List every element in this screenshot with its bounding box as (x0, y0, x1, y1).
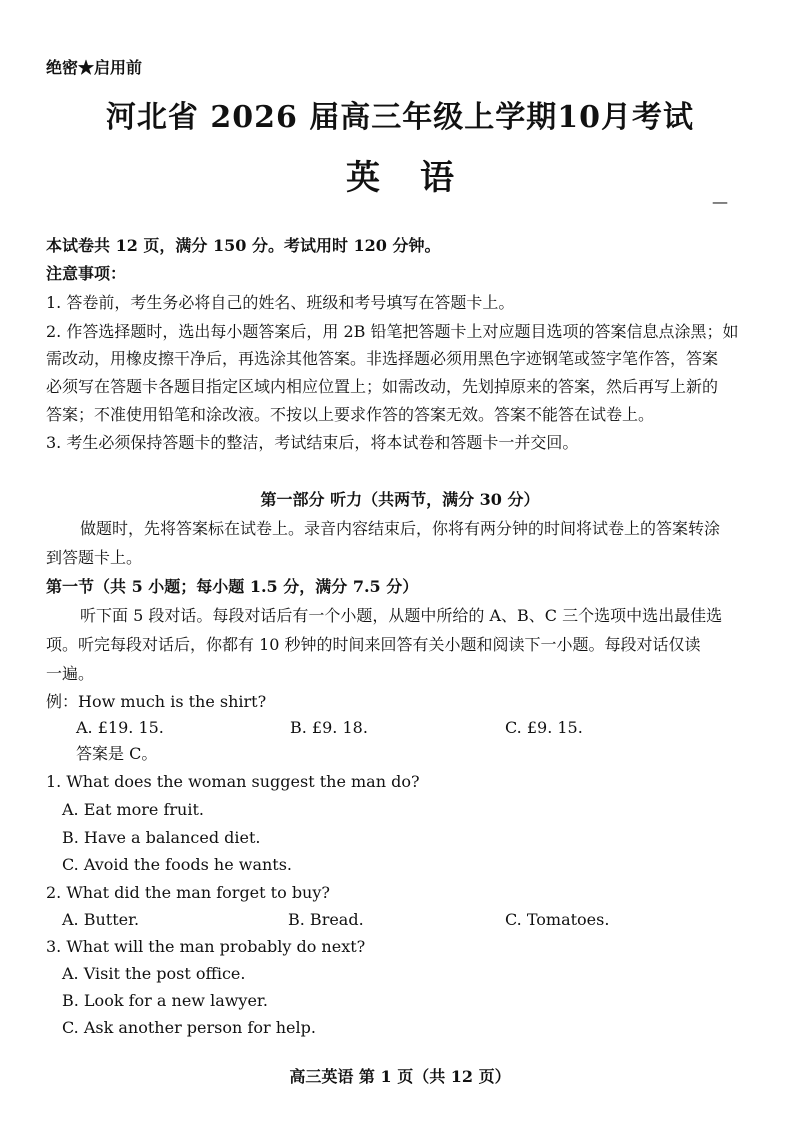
question-3-option-b: B. Look for a new lawyer. (62, 991, 268, 1010)
dash-mark: — (712, 192, 728, 211)
note-2-line: 答案；不准使用铅笔和涂改液。不按以上要求作答的答案无效。答案不能答在试卷上。 (46, 405, 655, 424)
page-footer: 高三英语 第 1 页（共 12 页） (289, 1067, 511, 1086)
confidential-label: 绝密★启用前 (46, 58, 143, 77)
question-2-stem: 2. What did the man forget to buy? (46, 883, 330, 902)
note-2-line: 2. 作答选择题时，选出每小题答案后，用 2B 铅笔把答题卡上对应题目选项的答案信息点涂黑；如 (46, 322, 739, 341)
part1-heading: 第一部分 听力（共两节，满分 30 分） (260, 490, 540, 509)
question-1-option-b: B. Have a balanced diet. (62, 828, 261, 847)
question-1-stem: 1. What does the woman suggest the man do? (46, 772, 420, 791)
part1-intro-line: 做题时，先将答案标在试卷上。录音内容结束后，你将有两分钟的时间将试卷上的答案转涂 (80, 519, 721, 538)
example-option-a: A. £19. 15. (76, 718, 164, 737)
example-question: 例：How much is the shirt? (46, 692, 267, 711)
subject-title: 英语 (346, 158, 494, 198)
exam-summary: 本试卷共 12 页，满分 150 分。考试用时 120 分钟。 (46, 236, 441, 255)
note-1: 1. 答卷前，考生务必将自己的姓名、班级和考号填写在答题卡上。 (46, 293, 515, 312)
note-2-line: 需改动，用橡皮擦干净后，再选涂其他答案。非选择题必须用黑色字迹钢笔或签字笔作答，答案 (46, 349, 719, 368)
note-3: 3. 考生必须保持答题卡的整洁，考试结束后，将本试卷和答题卡一并交回。 (46, 433, 579, 452)
question-3-stem: 3. What will the man probably do next? (46, 937, 366, 956)
notes-title: 注意事项： (46, 264, 127, 283)
note-2-line: 必须写在答题卡各题目指定区域内相应位置上；如需改动，先划掉原来的答案，然后再写上新的 (46, 377, 719, 396)
part1-intro-line: 到答题卡上。 (46, 548, 143, 567)
section1-line: 听下面 5 段对话。每段对话后有一个小题，从题中所给的 A、B、C 三个选项中选出最佳选 (80, 606, 723, 625)
question-1-option-c: C. Avoid the foods he wants. (62, 855, 293, 874)
example-answer: 答案是 C。 (76, 744, 158, 763)
question-2-option-a: A. Butter. (62, 910, 140, 929)
question-1-option-a: A. Eat more fruit. (62, 800, 204, 819)
exam-title: 河北省 2026 届高三年级上学期10月考试 (105, 100, 695, 135)
section1-line: 一遍。 (46, 664, 95, 683)
example-option-b: B. £9. 18. (290, 718, 368, 737)
question-3-option-c: C. Ask another person for help. (62, 1018, 316, 1037)
question-3-option-a: A. Visit the post office. (62, 964, 246, 983)
example-option-c: C. £9. 15. (505, 718, 583, 737)
question-2-option-b: B. Bread. (288, 910, 364, 929)
question-2-option-c: C. Tomatoes. (505, 910, 610, 929)
section1-heading: 第一节（共 5 小题；每小题 1.5 分，满分 7.5 分） (46, 577, 419, 596)
section1-line: 项。听完每段对话后，你都有 10 秒钟的时间来回答有关小题和阅读下一小题。每段对话仅读 (46, 635, 701, 654)
